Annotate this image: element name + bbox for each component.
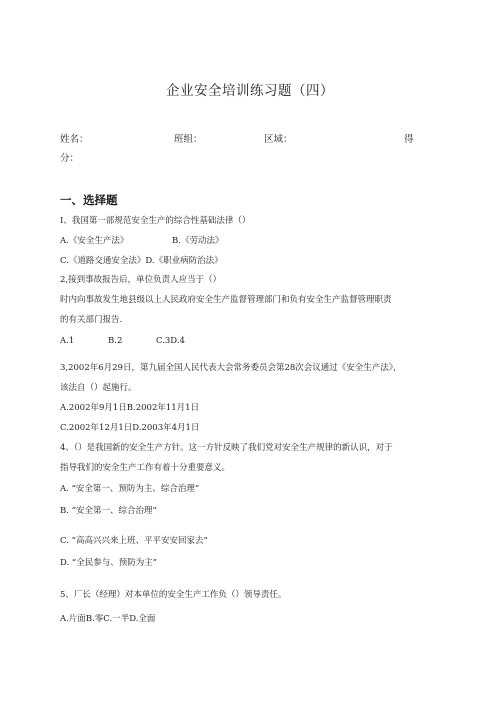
- q2-stem-line1: 2,接到事故报告后，单位负责人应当于（）: [60, 275, 222, 285]
- q3-options-row1: A.2002年9月1日B.2002年11月1日: [60, 403, 200, 413]
- q3-stem-line1: 3,2002年6月29日，第九届全国人民代表大会常务委员会第28次会议通过《安全生产法》，: [60, 363, 402, 373]
- q4-stem-line2: 指导我们的安全生产工作有着十分重要意义。: [60, 463, 231, 473]
- score-label-part1: 得: [404, 134, 414, 145]
- region-label: 区域：: [264, 134, 293, 145]
- q2-option-a: A.1: [60, 336, 75, 346]
- q1-options-row2: C.《道路交通安全法》D.《职业病防治法》: [60, 256, 223, 266]
- q5-stem: 5、厂长（经理）对本单位的安全生产工作负（）领导责任。: [60, 590, 287, 600]
- q2-stem-line2: 时内向事故发生地县级以上人民政府安全生产监督管理部门和负有安全生产监督管理职责: [60, 295, 392, 305]
- q2-stem-line3: 的有关部门报告.: [60, 315, 123, 325]
- q4-option-b: B. “安全第一、综合治理”: [60, 506, 157, 516]
- class-label: 班组：: [174, 134, 203, 145]
- score-label-part2: 分：: [60, 153, 80, 164]
- q2-option-cd: C.3D.4: [156, 336, 185, 346]
- name-label: 姓名：: [60, 134, 89, 145]
- q4-option-d: D. “全民参与、预防为主”: [60, 558, 158, 568]
- q1-stem: I、我国第一部规范安全生产的综合性基础法律（）: [60, 216, 251, 226]
- q1-option-b: B.《劳动法》: [172, 236, 224, 246]
- info-row: [60, 131, 440, 147]
- q5-options: A.片面B.零C.一半D.全面: [60, 614, 156, 624]
- section-heading: 一、选择题: [60, 193, 118, 207]
- q4-option-a: A. “安全第一、预防为主、综合治理”: [60, 484, 200, 494]
- document-title: 企业安全培训练习题（四）: [166, 83, 334, 99]
- q3-options-row2: C.2002年12月1日D.2003年4月1日: [60, 423, 200, 433]
- q3-stem-line2: 该法自（）起施行。: [60, 383, 137, 393]
- q4-option-c: C. “高高兴兴来上班、平平安安回家去”: [60, 536, 208, 546]
- q2-options-row: [60, 336, 440, 350]
- q4-stem-line1: 4、（）是我国新的安全生产方针。这一方针反映了我们党对安全生产规律的新认识，对于: [60, 443, 393, 453]
- q1-options-row1: [60, 234, 440, 248]
- q1-option-a: A.《安全生产法》: [60, 236, 129, 246]
- q2-option-b: B.2: [108, 336, 123, 346]
